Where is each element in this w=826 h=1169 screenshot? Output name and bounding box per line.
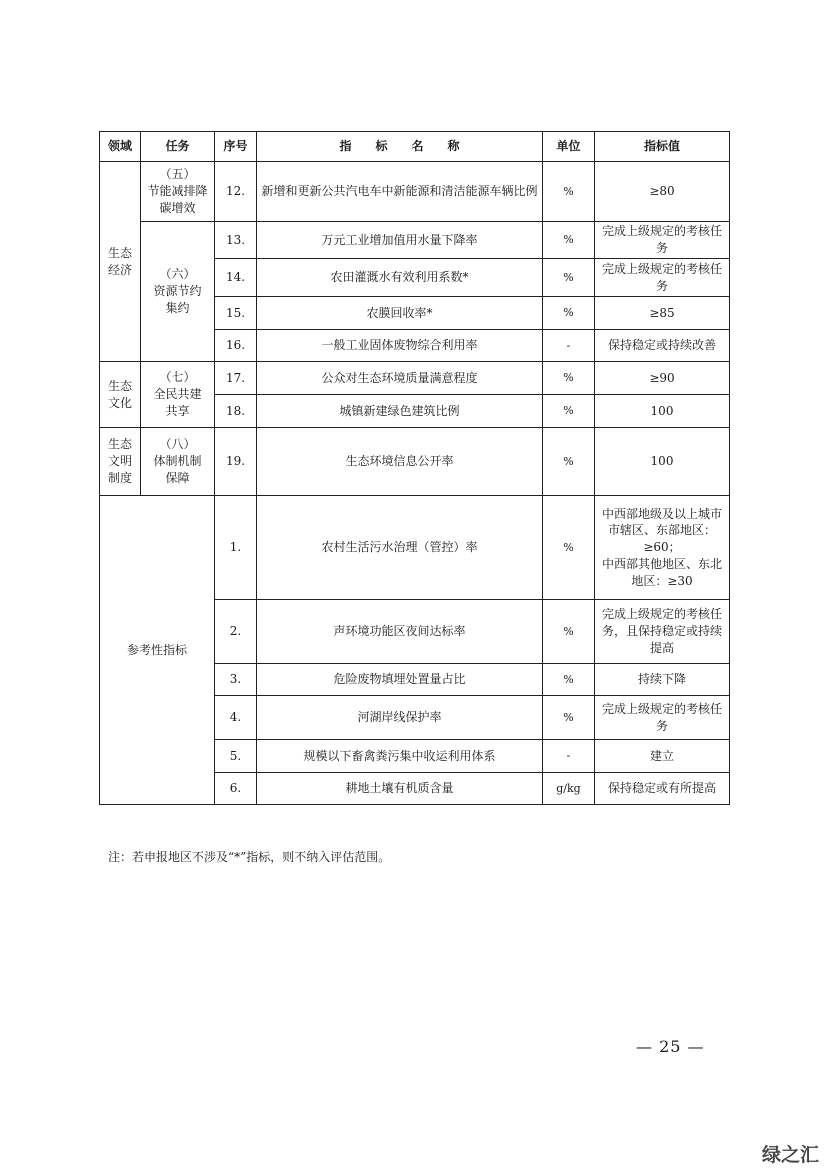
row-name: 农田灌溉水有效利用系数* [257,259,543,297]
group-eco-economy: 生态 经济 [100,162,141,362]
task-5: （五） 节能减排降 碳增效 [141,162,215,222]
row-name: 河湖岸线保护率 [257,696,543,740]
row-unit: % [543,162,595,222]
row-seq: 4. [215,696,257,740]
row-unit: % [543,600,595,664]
row-seq: 18. [215,395,257,428]
row-name: 生态环境信息公开率 [257,428,543,496]
row-unit: - [543,740,595,773]
row-name: 声环境功能区夜间达标率 [257,600,543,664]
row-unit: % [543,496,595,600]
row-seq: 12. [215,162,257,222]
row-value: 完成上级规定的考核任务 [595,696,730,740]
task-8: （八） 体制机制 保障 [141,428,215,496]
header-name: 指 标 名 称 [257,132,543,162]
row-name: 一般工业固体废物综合利用率 [257,330,543,362]
header-domain: 领域 [100,132,141,162]
row-seq: 13. [215,222,257,259]
row-value: ≥85 [595,297,730,330]
row-seq: 17. [215,362,257,395]
row-name: 耕地土壤有机质含量 [257,773,543,805]
row-name: 农村生活污水治理（管控）率 [257,496,543,600]
header-task: 任务 [141,132,215,162]
row-value: 建立 [595,740,730,773]
row-unit: % [543,297,595,330]
row-name: 农膜回收率* [257,297,543,330]
row-unit: % [543,259,595,297]
row-value: 完成上级规定的考核任务 [595,222,730,259]
row-value: ≥80 [595,162,730,222]
row-name: 危险废物填埋处置量占比 [257,664,543,696]
row-unit: % [543,362,595,395]
row-name: 万元工业增加值用水量下降率 [257,222,543,259]
table-row [100,496,730,600]
row-unit: % [543,222,595,259]
row-seq: 6. [215,773,257,805]
header-unit: 单位 [543,132,595,162]
group-reference: 参考性指标 [100,496,215,805]
page-number: — 25 — [636,1037,705,1056]
row-unit: g/kg [543,773,595,805]
header-value: 指标值 [595,132,730,162]
row-seq: 3. [215,664,257,696]
table-row [100,222,730,259]
row-name: 公众对生态环境质量满意程度 [257,362,543,395]
table-row [100,162,730,222]
row-seq: 15. [215,297,257,330]
row-value: 持续下降 [595,664,730,696]
row-unit: % [543,664,595,696]
row-value: 100 [595,395,730,428]
group-eco-culture: 生态 文化 [100,362,141,428]
row-seq: 16. [215,330,257,362]
task-7: （七） 全民共建 共享 [141,362,215,428]
row-name: 城镇新建绿色建筑比例 [257,395,543,428]
header-seq: 序号 [215,132,257,162]
row-unit: % [543,428,595,496]
row-unit: % [543,395,595,428]
indicator-table [99,131,730,805]
row-name: 新增和更新公共汽电车中新能源和清洁能源车辆比例 [257,162,543,222]
row-value: 保持稳定或有所提高 [595,773,730,805]
row-name: 规模以下畜禽粪污集中收运利用体系 [257,740,543,773]
row-value: 完成上级规定的考核任务 [595,259,730,297]
task-6: （六） 资源节约 集约 [141,222,215,362]
watermark-logo: 绿之汇 [762,1144,820,1166]
row-value: 保持稳定或持续改善 [595,330,730,362]
row-seq: 5. [215,740,257,773]
row-unit: - [543,330,595,362]
row-seq: 1. [215,496,257,600]
group-eco-institution: 生态 文明 制度 [100,428,141,496]
row-value: ≥90 [595,362,730,395]
row-value: 完成上级规定的考核任务，且保持稳定或持续提高 [595,600,730,664]
row-seq: 19. [215,428,257,496]
row-unit: % [543,696,595,740]
row-value: 100 [595,428,730,496]
table-row [100,362,730,395]
table-header-row [100,132,730,162]
row-value: 中西部地级及以上城市市辖区、东部地区：≥60； 中西部其他地区、东北地区：≥30 [595,496,730,600]
footnote: 注：若申报地区不涉及“*”指标，则不纳入评估范围。 [108,850,391,864]
row-seq: 14. [215,259,257,297]
row-seq: 2. [215,600,257,664]
table-row [100,428,730,496]
